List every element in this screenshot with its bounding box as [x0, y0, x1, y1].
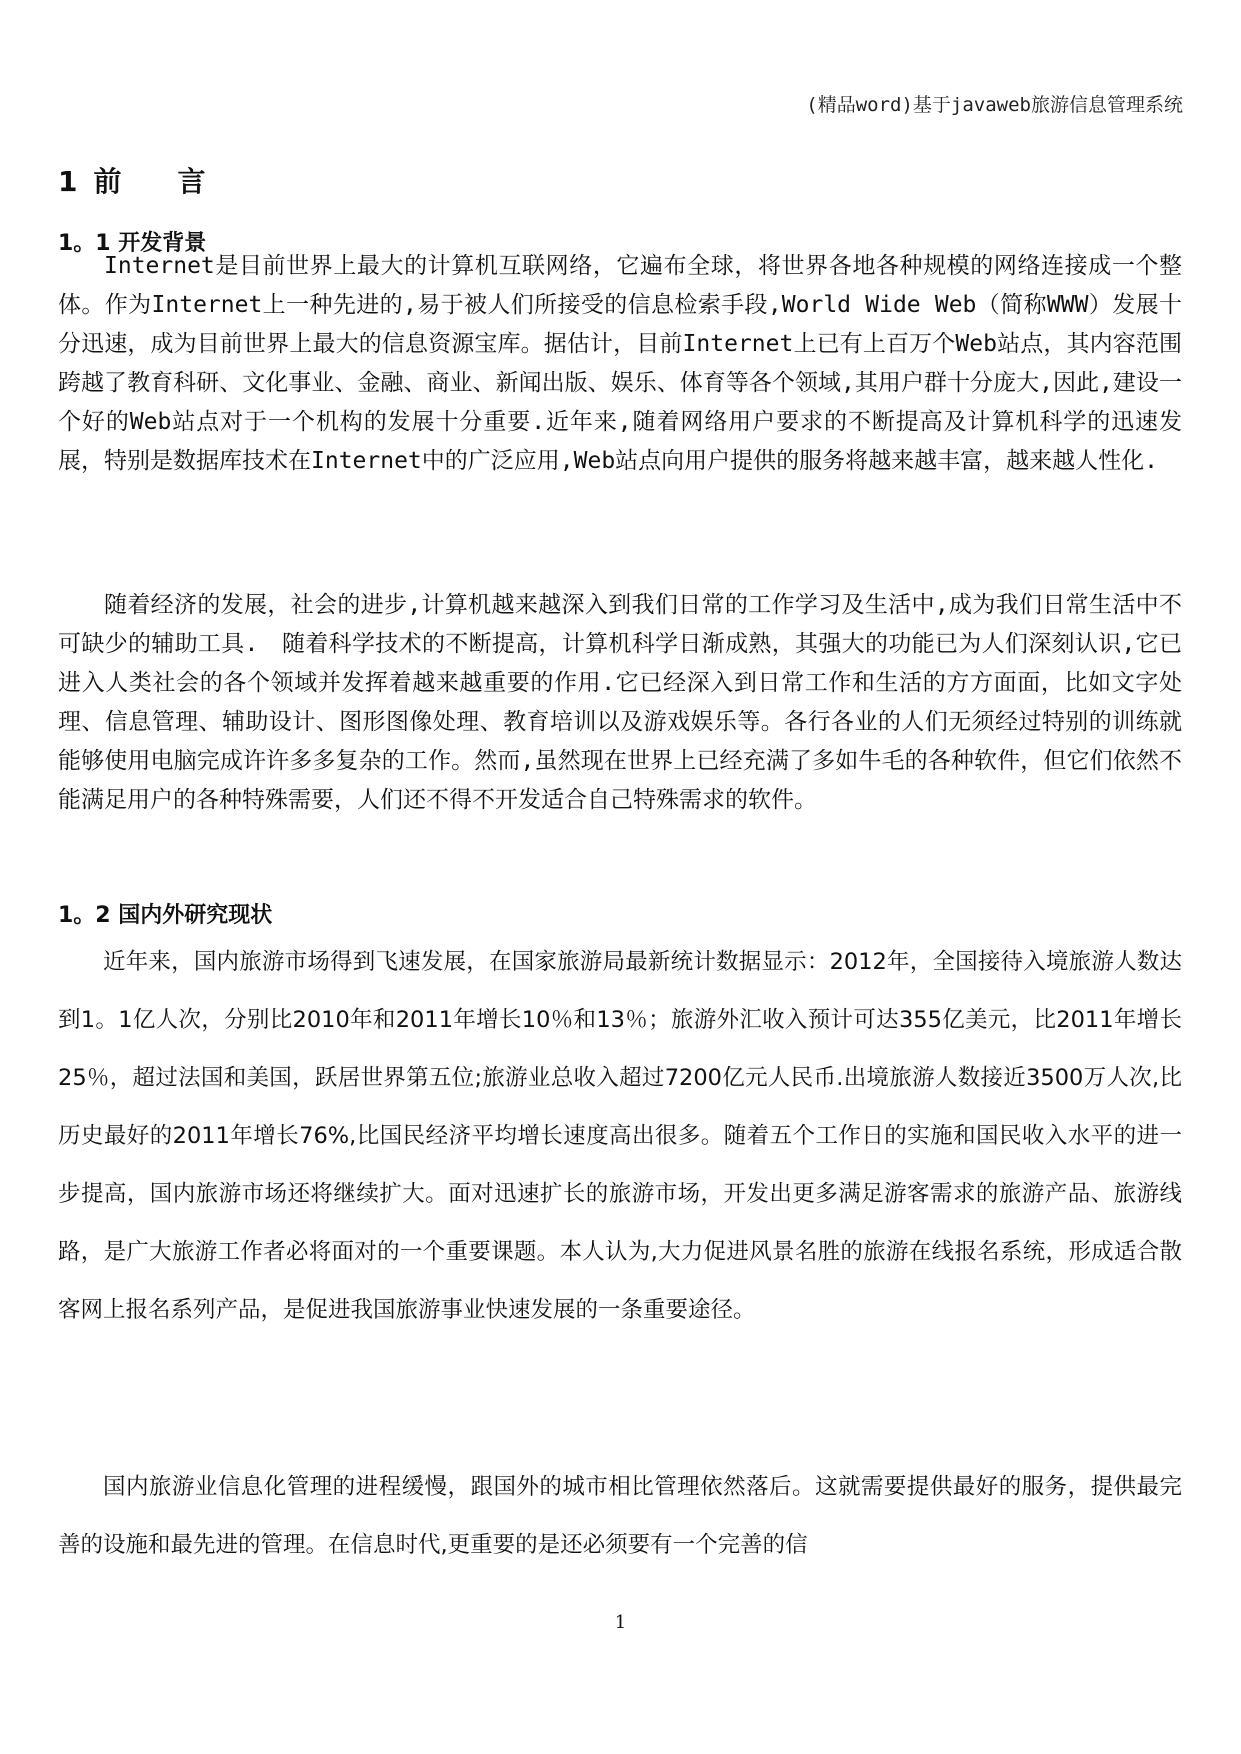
running-header: (精品word)基于javaweb旅游信息管理系统 — [806, 94, 1183, 116]
paragraph-background-1: Internet是目前世界上最大的计算机互联网络，它遍布全球，将世界各地各种规模的网络连接成一个整体。作为Internet上一种先进的,易于被人们所接受的信息检索手段,World Wide Web（简称WWW）发展十分迅速，成为目前世界上最大的信息资源宝库。据估计，目前Internet上已有上百万个Web站点，其内容范围跨越了教育科研、文化事业、金融、商业、新闻出版、娱乐、体育等各个领域,其用户群十分庞大,因此,建设一个好的Web站点对于一个机构的发展十分重要.近年来,随着网络用户要求的不断提高及计算机科学的迅速发展，特别是数据库技术在Internet中的广泛应用,Web站点向用户提供的服务将越来越丰富，越来越人性化. — [58, 253, 1182, 474]
section-heading-1-1: 1。1 开发背景 — [58, 231, 207, 256]
page-number: 1 — [614, 1612, 627, 1633]
chapter-number: 1 — [58, 165, 78, 198]
section-heading-1-2: 1。2 国内外研究现状 — [58, 903, 273, 928]
chapter-title-char-2: 言 — [177, 165, 206, 198]
paragraph-research-2: 国内旅游业信息化管理的进程缓慢，跟国外的城市相比管理依然落后。这就需要提供最好的服务，提供最完善的设施和最先进的管理。在信息时代,更重要的是还必须要有一个完善的信 — [58, 1474, 1182, 1558]
paragraph-research-1: 近年来，国内旅游市场得到飞速发展，在国家旅游局最新统计数据显示：2012年，全国接待入境旅游人数达到1。1亿人次，分别比2010年和2011年增长10％和13％；旅游外汇收入预计可达355亿美元，比2011年增长25％，超过法国和美国，跃居世界第五位;旅游业总收入超过7200亿元人民币.出境旅游人数接近3500万人次,比历史最好的2011年增长76%,比国民经济平均增长速度高出很多。随着五个工作日的实施和国民收入水平的进一步提高，国内旅游市场还将继续扩大。面对迅速扩长的旅游市场，开发出更多满足游客需求的旅游产品、旅游线路，是广大旅游工作者必将面对的一个重要课题。本人认为,大力促进风景名胜的旅游在线报名系统，形成适合散客网上报名系列产品，是促进我国旅游事业快速发展的一条重要途径。 — [58, 949, 1182, 1323]
chapter-title — [58, 160, 206, 200]
chapter-title-char-1: 前 — [93, 165, 122, 198]
paragraph-background-2: 随着经济的发展，社会的进步,计算机越来越深入到我们日常的工作学习及生活中,成为我们日常生活中不可缺少的辅助工具. 随着科学技术的不断提高，计算机科学日渐成熟，其强大的功能已为人们深刻认识,它已进入人类社会的各个领域并发挥着越来越重要的作用.它已经深入到日常工作和生活的方方面面，比如文字处理、信息管理、辅助设计、图形图像处理、教育培训以及游戏娱乐等。各行各业的人们无须经过特别的训练就能够使用电脑完成许许多多复杂的工作。然而,虽然现在世界上已经充满了多如牛毛的各种软件，但它们依然不能满足用户的各种特殊需要，人们还不得不开发适合自己特殊需求的软件。 — [58, 592, 1182, 813]
